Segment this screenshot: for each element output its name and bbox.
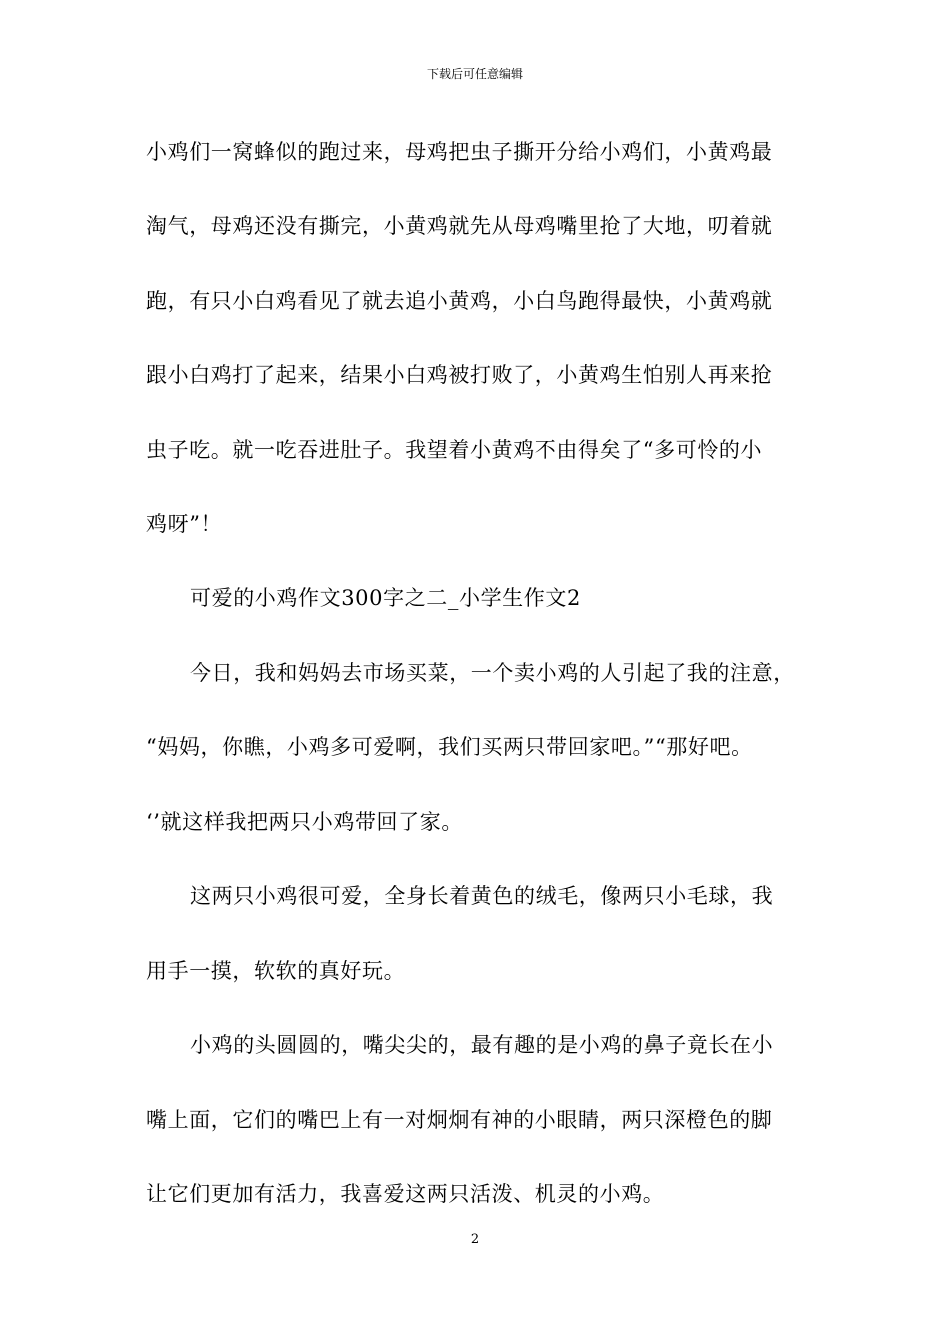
body-text-line: 小鸡的头圆圆的，嘴尖尖的，最有趣的是小鸡的鼻子竟长在小 xyxy=(190,1033,774,1057)
body-text-line: “妈妈，你瞧，小鸡多可爱啊，我们买两只带回家吧。”“那好吧。 xyxy=(146,735,753,759)
body-text-line: ‘’就这样我把两只小鸡带回了家。 xyxy=(146,810,463,834)
body-text-line: 跟小白鸡打了起来，结果小白鸡被打败了，小黄鸡生怕别人再来抢 xyxy=(146,363,773,387)
page-header: 下载后可任意编辑 xyxy=(426,67,523,81)
body-text-line: 小鸡们一窝蜂似的跑过来，母鸡把虫子撕开分给小鸡们，小黄鸡最 xyxy=(146,140,773,164)
body-text-line: 跑，有只小白鸡看见了就去追小黄鸡，小白鸟跑得最快，小黄鸡就 xyxy=(146,289,773,313)
body-text-line: 淘气，母鸡还没有撕完，小黄鸡就先从母鸡嘴里抢了大地，叨着就 xyxy=(146,214,773,238)
body-text-line: 这两只小鸡很可爱，全身长着黄色的绒毛，像两只小毛球，我 xyxy=(190,884,774,908)
body-text-line: 今日，我和妈妈去市场买菜，一个卖小鸡的人引起了我的注意， xyxy=(190,661,795,685)
section-title: 可爱的小鸡作文300字之二_小学生作文2 xyxy=(190,586,581,610)
body-text-line: 虫子吃。就一吃吞进肚子。我望着小黄鸡不由得矣了“多可怜的小 xyxy=(146,438,763,462)
page-number: 2 xyxy=(470,1232,480,1247)
body-text-line: 嘴上面，它们的嘴巴上有一对炯炯有神的小眼睛，两只深橙色的脚 xyxy=(146,1108,773,1132)
body-text-line: 鸡呀”！ xyxy=(146,512,223,536)
body-text-line: 让它们更加有活力，我喜爱这两只活泼、机灵的小鸡。 xyxy=(146,1182,665,1206)
body-text-line: 用手一摸，软软的真好玩。 xyxy=(146,959,406,983)
